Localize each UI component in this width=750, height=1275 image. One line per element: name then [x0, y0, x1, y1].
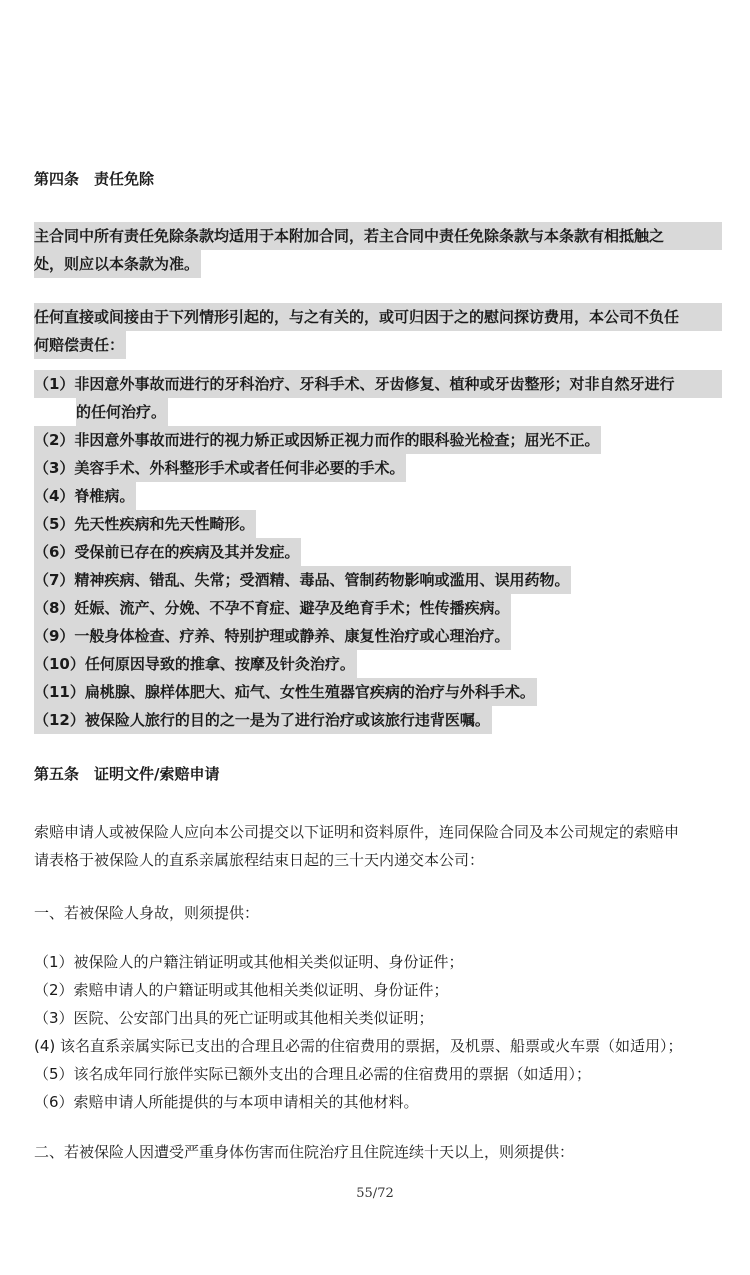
exclusion-item: （9）一般身体检查、疗养、特别护理或静养、康复性治疗或心理治疗。: [34, 622, 511, 650]
article4-heading: 第四条 责任免除: [34, 170, 155, 188]
exclusion-item: （6）受保前已存在的疾病及其并发症。: [34, 538, 301, 566]
section1-title: 一、若被保险人身故，则须提供：: [34, 904, 260, 922]
article5-heading: 第五条 证明文件/索赔申请: [34, 765, 220, 783]
claim-doc-item: （1）被保险人的户籍注销证明或其他相关类似证明、身份证件；: [34, 953, 464, 971]
article5-para1-line2: 请表格于被保险人的直系亲属旅程结束日起的三十天内递交本公司：: [34, 851, 485, 869]
claim-doc-item: （2）索赔申请人的户籍证明或其他相关类似证明、身份证件；: [34, 981, 449, 999]
claim-doc-item: （5）该名成年同行旅伴实际已额外支出的合理且必需的住宿费用的票据（如适用）；: [34, 1065, 592, 1083]
page-number: 55/72: [356, 1186, 394, 1201]
exclusion-item: （10）任何原因导致的推拿、按摩及针灸治疗。: [34, 650, 357, 678]
exclusion-item: （4）脊椎病。: [34, 482, 136, 510]
article4-para2-line1: 任何直接或间接由于下列情形引起的，与之有关的，或可归因于之的慰问探访费用，本公司不负任: [34, 303, 722, 331]
exclusion-item: （1）非因意外事故而进行的牙科治疗、牙科手术、牙齿修复、植种或牙齿整形；对非自然牙进行: [34, 370, 722, 398]
article4-para1-line1: 主合同中所有责任免除条款均适用于本附加合同，若主合同中责任免除条款与本条款有相抵触之: [34, 222, 722, 250]
exclusion-item: （7）精神疾病、错乱、失常；受酒精、毒品、管制药物影响或滥用、误用药物。: [34, 566, 571, 594]
article4-para1: [34, 222, 718, 250]
exclusion-item: （3）美容手术、外科整形手术或者任何非必要的手术。: [34, 454, 406, 482]
article4-para2: [34, 303, 722, 331]
claim-doc-item: （3）医院、公安部门出具的死亡证明或其他相关类似证明；: [34, 1009, 434, 1027]
article4-para1-line2: 处，则应以本条款为准。: [34, 250, 201, 278]
article4-para2-cont: [34, 331, 126, 359]
claim-doc-item: （6）索赔申请人所能提供的与本项申请相关的其他材料。: [34, 1093, 419, 1111]
exclusion-item-cont: 的任何治疗。: [76, 398, 168, 426]
exclusion-item: （8）妊娠、流产、分娩、不孕不育症、避孕及绝育手术；性传播疾病。: [34, 594, 511, 622]
article4-para1-cont: [34, 250, 201, 278]
exclusion-item: （12）被保险人旅行的目的之一是为了进行治疗或该旅行违背医嘱。: [34, 706, 492, 734]
exclusion-item: （2）非因意外事故而进行的视力矫正或因矫正视力而作的眼科验光检查；屈光不正。: [34, 426, 601, 454]
exclusion-item: （5）先天性疾病和先天性畸形。: [34, 510, 256, 538]
exclusion-item: （11）扁桃腺、腺样体肥大、疝气、女性生殖器官疾病的治疗与外科手术。: [34, 678, 537, 706]
article4-para2-line2: 何赔偿责任：: [34, 331, 126, 359]
article5-para1-line1: 索赔申请人或被保险人应向本公司提交以下证明和资料原件，连同保险合同及本公司规定的索赔申: [34, 823, 680, 841]
claim-doc-item: (4) 该名直系亲属实际已支出的合理且必需的住宿费用的票据，及机票、船票或火车票（如适用）；: [34, 1037, 683, 1055]
section2-title: 二、若被保险人因遭受严重身体伤害而住院治疗且住院连续十天以上，则须提供：: [34, 1143, 575, 1161]
